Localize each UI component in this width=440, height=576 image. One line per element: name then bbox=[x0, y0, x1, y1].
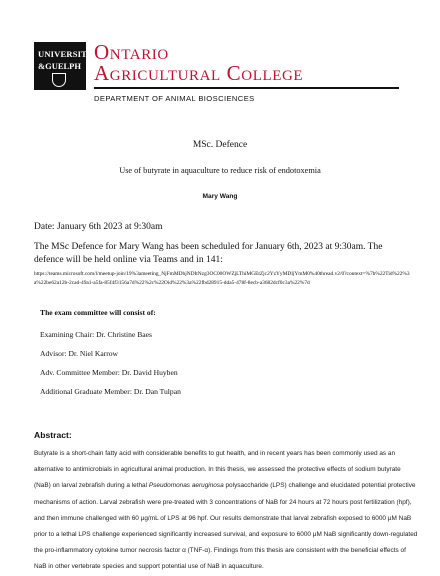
committee-member: Adv. Committee Member: Dr. David Huyben bbox=[40, 368, 178, 377]
date-line: Date: January 6th 2023 at 9:30am bbox=[34, 222, 163, 232]
abstract-text-part2: polysaccharide (LPS) challenge and elucidated potential protective mechanisms of action. Larval zebrafish were pre-treated with 3 concentrations of NaB for 24 hours at 72 hours post fertilization (hpf), and then immune challenged with 60 µg/mL of LPS at 96 hpf. Our results demonstrate that larval zebrafish exposed to 6000 µM NaB prior to a lethal LPS challenge experienced significantly increased survival, and exposure to 6000 µM NaB significantly down-regulated the pro-inflammatory cytokine tumor necrosis factor α (TNF-α). Findings from this thesis are consistent with the beneficial effects of NaB in other vertebrate species and support potential use of NaB in aquaculture. bbox=[34, 482, 418, 571]
abstract-species-name: Pseudomonas aeruginosa bbox=[148, 482, 224, 490]
department-name: DEPARTMENT OF ANIMAL BIOSCIENCES bbox=[94, 94, 255, 103]
header-divider bbox=[94, 87, 399, 89]
committee-member: Examining Chair: Dr. Christine Baes bbox=[40, 330, 152, 339]
abstract-body bbox=[34, 446, 418, 576]
thesis-title: Use of butyrate in aquaculture to reduce risk of endotoxemia bbox=[119, 166, 321, 175]
logo-line1: UNIVERSITY bbox=[38, 49, 94, 59]
author-name: Mary Wang bbox=[202, 193, 238, 200]
college-name bbox=[94, 42, 303, 84]
college-name-line2: Agricultural College bbox=[94, 61, 304, 85]
teams-meeting-link[interactable]: https://teams.microsoft.com/l/meetup-join/19%3ameeting_NjFmMDhjNDItNzg3OC00OWZjLThiMGEtZjc2YzYyMDljYmM0%40thread.v2/0?context=%7b%22Tid%22%3a%22be62a12b-2cad-49a1-a5fa-85f4f3156a7d%22%2c%22Oid%22%3a%22fbd28915-dda5-478f-8ecb-a3682dcf0c3a%22%7d bbox=[34, 271, 410, 286]
committee-member: Additional Graduate Member: Dr. Dan Tulpan bbox=[40, 387, 181, 396]
logo-line2: &GUELPH bbox=[38, 61, 81, 71]
abstract-text-part1: Butyrate is a short-chain fatty acid with considerable benefits to gut health, and in recent years has been commonly used as an alternative to antimicrobials in agricultural animal production. In this thesis, we assessed the protective effects of sodium butyrate (NaB) on larval zebrafish during a lethal bbox=[34, 450, 401, 490]
committee-member: Advisor: Dr. Niel Karrow bbox=[40, 349, 119, 358]
crest-icon bbox=[52, 73, 66, 87]
page-title: MSc. Defence bbox=[192, 140, 248, 150]
university-of-guelph-logo bbox=[34, 42, 94, 90]
announcement-text: The MSc Defence for Mary Wang has been scheduled for January 6th, 2023 at 9:30am. The defence will be held online via Teams and in 141: bbox=[34, 242, 383, 265]
committee-heading: The exam committee will consist of: bbox=[40, 308, 156, 317]
abstract-heading: Abstract: bbox=[34, 430, 72, 440]
college-name-line1: Ontario bbox=[94, 40, 169, 64]
